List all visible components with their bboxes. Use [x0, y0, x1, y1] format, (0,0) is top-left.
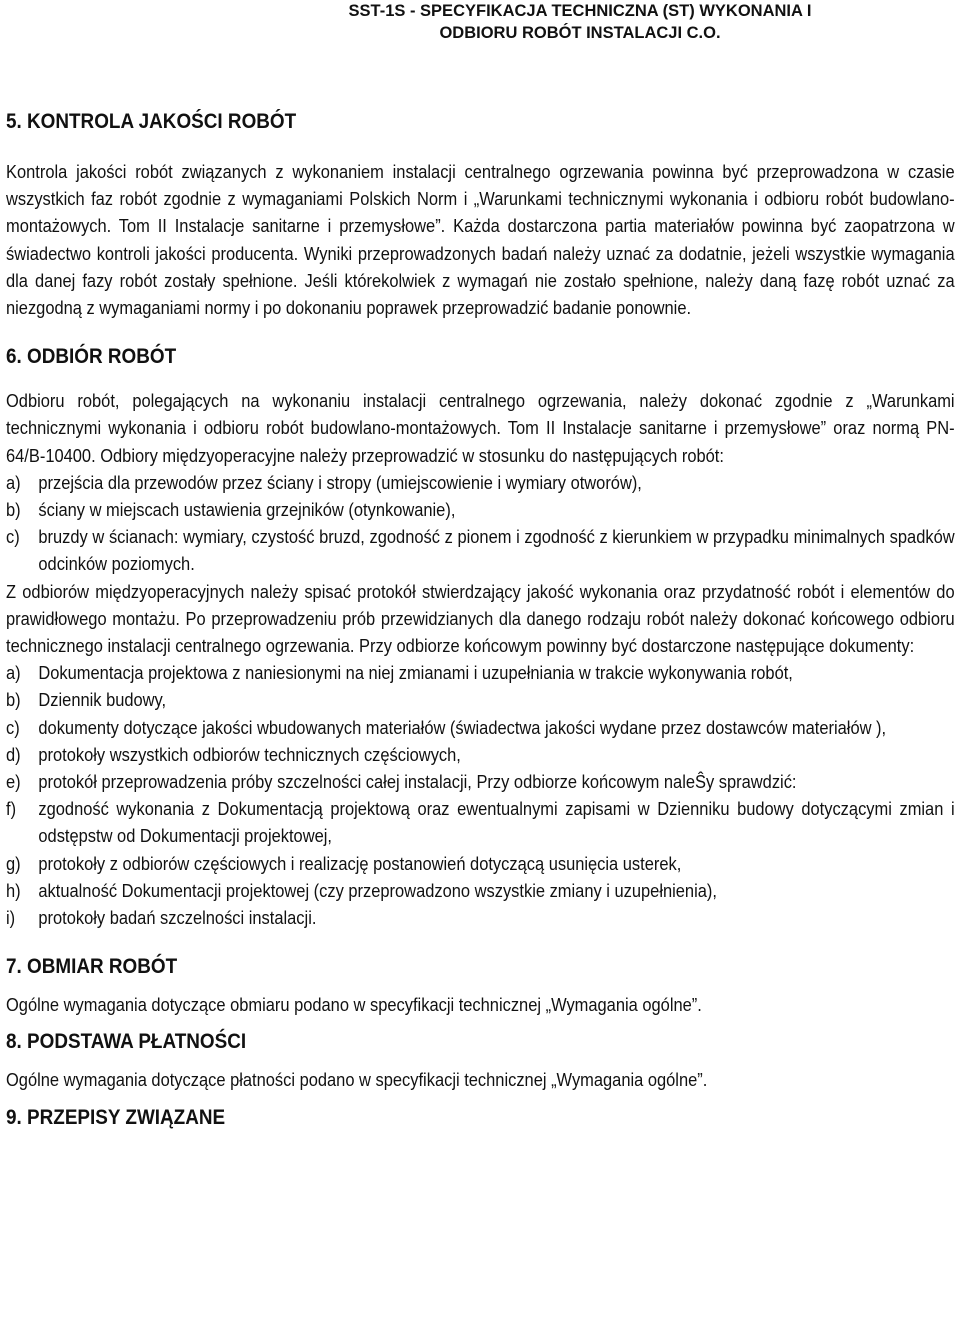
- section-8-heading: 8. PODSTAWA PŁATNOŚCI: [6, 1030, 247, 1054]
- header-line-1: SST-1S - SPECYFIKACJA TECHNICZNA (ST) WYKONANIA I: [348, 2, 812, 20]
- list-marker: a): [6, 662, 21, 684]
- list-item: [6, 850, 955, 877]
- list-item: [6, 795, 955, 849]
- list-text: protokoły badań szczelności instalacji.: [38, 907, 317, 929]
- page-header: [0, 0, 960, 44]
- list-text: Dziennik budowy,: [38, 689, 167, 711]
- list-item: [6, 469, 955, 496]
- list-text: protokoły wszystkich odbiorów technicznych częściowych,: [38, 743, 461, 765]
- list-item: [6, 686, 955, 713]
- final-documents-list: [6, 659, 955, 931]
- section-6-paragraph-1: Odbioru robót, polegających na wykonaniu instalacji centralnego ogrzewania, należy dokonać zgodnie z „Warunkami technicznymi wykonania i odbioru robót budowlano-montażowych. Tom II Instalacje sanitarne i przemysłowe” oraz normą PN-64/B-10400. Odbiory międzyoperacyjne należy przeprowadzić w stosunku do następujących robót:: [6, 390, 955, 466]
- list-marker: c): [6, 716, 20, 738]
- list-text: dokumenty dotyczące jakości wbudowanych materiałów (świadectwa jakości wydane przez dostawców materiałów ),: [38, 716, 887, 738]
- list-text: zgodność wykonania z Dokumentacją projektową oraz ewentualnymi zapisami w Dzienniku budowy dotyczącymi zmian i odstępstw od Dokumentacji projektowej,: [38, 798, 955, 847]
- list-item: [6, 904, 955, 931]
- list-marker: h): [6, 879, 21, 901]
- list-item: [6, 659, 955, 686]
- section-7-paragraph: Ogólne wymagania dotyczące obmiaru podano w specyfikacji technicznej „Wymagania ogólne”.: [6, 994, 702, 1016]
- list-marker: d): [6, 743, 21, 765]
- list-text: protokół przeprowadzenia próby szczelności całej instalacji, Przy odbiorze końcowym naleŜy sprawdzić:: [38, 771, 797, 793]
- list-text: Dokumentacja projektowa z naniesionymi na niej zmianami i uzupełniania w trakcie wykonywania robót,: [38, 662, 793, 684]
- list-item: [6, 523, 955, 577]
- list-item: [6, 496, 955, 523]
- section-6-paragraph-2: Z odbiorów międzyoperacyjnych należy spisać protokół stwierdzający jakość wykonania oraz przydatność robót i elementów do prawidłowego montażu. Po przeprowadzeniu prób przewidzianych dla danego rodzaju robót należy dokonać końcowego odbioru technicznego instalacji centralnego ogrzewania. Przy odbiorze końcowym powinny być dostarczone następujące dokumenty:: [6, 580, 955, 657]
- list-marker: c): [6, 526, 20, 548]
- section-8-paragraph: Ogólne wymagania dotyczące płatności podano w specyfikacji technicznej „Wymagania ogólne”.: [6, 1069, 708, 1091]
- list-text: aktualność Dokumentacji projektowej (czy przeprowadzono wszystkie zmiany i uzupełnienia),: [38, 879, 717, 901]
- section-5-paragraph: Kontrola jakości robót związanych z wykonaniem instalacji centralnego ogrzewania powinna być przeprowadzona w czasie wszystkich faz robót zgodnie z wymaganiami Polskich Norm i „Warunkami technicznymi wykonania i odbioru robót budowlano-montażowych. Tom II Instalacje sanitarne i przemysłowe”. Każda dostarczona partia materiałów powinna być zaopatrzona w świadectwo kontroli jakości producenta. Wyniki przeprowadzonych badań należy uznać za dodatnie, jeżeli wszystkie wymagania dla danej fazy robót zostały spełnione. Jeśli którekolwiek z wymagań nie zostało spełnione, należy daną fazę robót uznać za niezgodną z wymaganiami normy i po dokonaniu poprawek przeprowadzić badanie ponownie.: [6, 161, 955, 319]
- section-9-heading: 9. PRZEPISY ZWIĄZANE: [6, 1105, 226, 1129]
- list-marker: a): [6, 471, 21, 493]
- list-marker: e): [6, 771, 21, 793]
- document-body: [6, 108, 955, 1132]
- list-marker: i): [6, 907, 16, 929]
- list-text: przejścia dla przewodów przez ściany i stropy (umiejscowienie i wymiary otworów),: [38, 471, 642, 493]
- section-7-heading: 7. OBMIAR ROBÓT: [6, 955, 178, 979]
- list-marker: g): [6, 852, 21, 874]
- list-marker: f): [6, 798, 17, 820]
- list-item: [6, 768, 955, 795]
- interoperational-list: [6, 469, 955, 578]
- list-text: protokoły z odbiorów częściowych i realizację postanowień dotyczącą usunięcia usterek,: [38, 852, 682, 874]
- list-marker: b): [6, 689, 21, 711]
- section-6-heading: 6. ODBIÓR ROBÓT: [6, 345, 177, 369]
- list-text: bruzdy w ścianach: wymiary, czystość bruzd, zgodność z pionem i zgodność z kierunkiem w przypadku minimalnych spadków odcinków poziomych.: [38, 526, 955, 575]
- list-marker: b): [6, 499, 21, 521]
- list-item: [6, 741, 955, 768]
- header-line-2: ODBIORU ROBÓT INSTALACJI C.O.: [439, 24, 721, 42]
- list-text: ściany w miejscach ustawienia grzejników (otynkowanie),: [38, 499, 456, 521]
- list-item: [6, 877, 955, 904]
- section-5-heading: 5. KONTROLA JAKOŚCI ROBÓT: [6, 110, 297, 133]
- list-item: [6, 714, 955, 741]
